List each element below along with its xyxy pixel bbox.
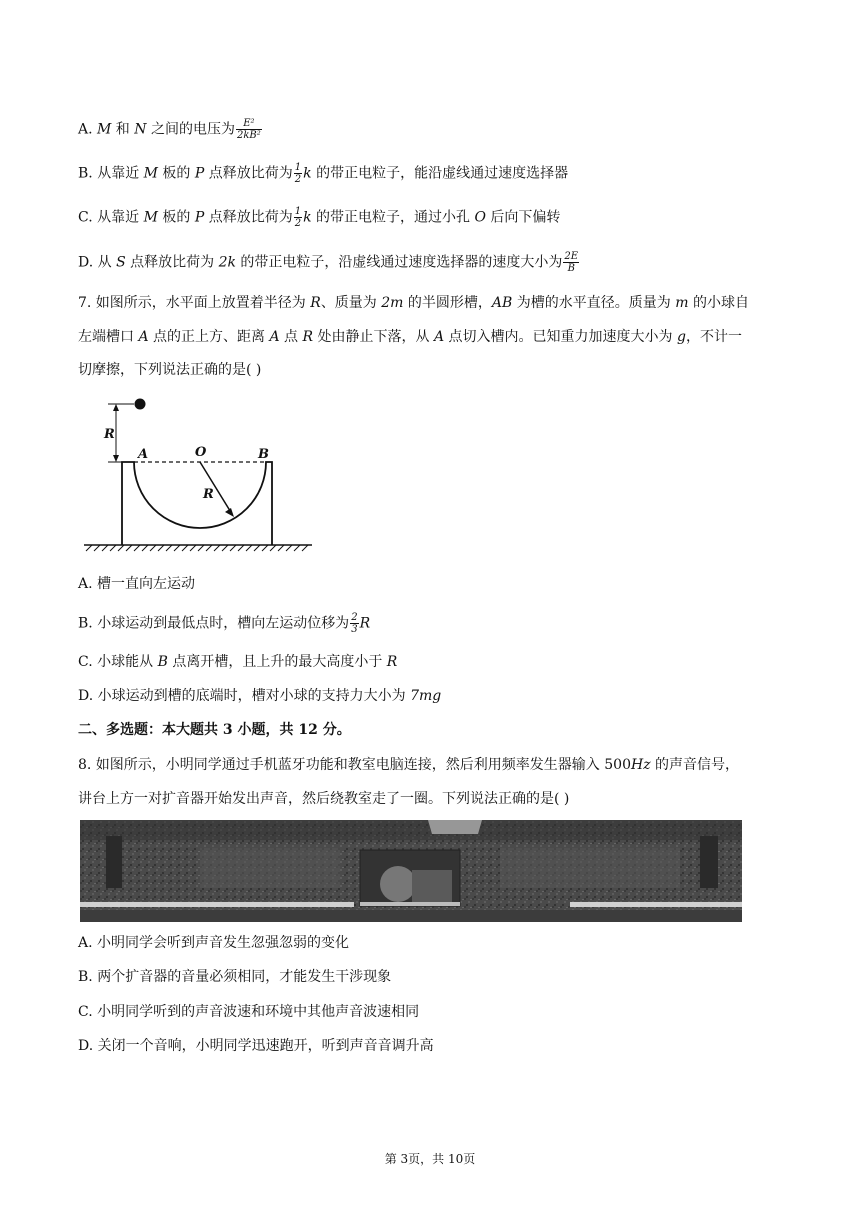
q6-option-c: C. 从靠近 M 板的 P 点释放比荷为 $\frac{1}{2}$ k 的带正电粒子，通过小孔 O 后向下偏转 <box>78 206 561 229</box>
fraction: $\frac{2}{3}$ <box>351 612 358 635</box>
q7-stem-line-3: 切摩擦，下列说法正确的是( ) <box>78 362 262 378</box>
q7-option-b: B. 小球运动到最低点时，槽向左运动位移为 $\frac{2}{3}$ R <box>78 612 371 635</box>
q7-trough-diagram <box>80 392 320 557</box>
q6-option-d: D. 从 S 点释放比荷为 2k 的带正电粒子，沿虚线通过速度选择器的速度大小为 $\frac{2E}{B}$ <box>78 251 579 274</box>
q8-option-c: C. 小明同学听到的声音波速和环境中其他声音波速相同 <box>78 1004 420 1020</box>
label-b: B <box>258 447 269 462</box>
q7-option-c: C. 小球能从 B 点离开槽，且上升的最大高度小于 R <box>78 654 398 670</box>
page-footer: 第 3页，共 10页 <box>384 1152 476 1166</box>
section-heading: 二、多选题：本大题共 3 小题，共 12 分。 <box>78 722 351 738</box>
q8-option-b: B. 两个扩音器的音量必须相同，才能发生干涉现象 <box>78 969 392 985</box>
label-height-r: R <box>104 427 115 442</box>
q6-option-a: A. M 和 N 之间的电压为 $\frac{\text{E²}}{\text{2kB²}}$ <box>78 118 261 141</box>
q8-option-a: A. 小明同学会听到声音发生忽强忽弱的变化 <box>78 935 350 951</box>
q7-option-a: A. 槽一直向左运动 <box>78 576 196 592</box>
label-radius-r: R <box>203 487 214 502</box>
q8-option-d: D. 关闭一个音响，小明同学迅速跑开，听到声音音调升高 <box>78 1038 434 1054</box>
q7-stem-line-1: 7. 如图所示，水平面上放置着半径为 R、质量为 2m 的半圆形槽，AB 为槽的水平直径。质量为 m 的小球自 <box>78 295 749 311</box>
q7-stem-line-2: 左端槽口 A 点的正上方、距离 A 点 R 处由静止下落，从 A 点切入槽内。已知重力加速度大小为 g，不计一 <box>78 329 742 345</box>
q6-option-b: B. 从靠近 M 板的 P 点释放比荷为 $\frac{1}{2}$ k 的带正电粒子，能沿虚线通过速度选择器 <box>78 162 569 185</box>
fraction: $\frac{1}{2}$ <box>294 162 302 185</box>
label-a: A <box>138 447 149 462</box>
fraction: $\frac{\text{E²}}{\text{2kB²}}$ <box>236 118 261 141</box>
fraction: $\frac{1}{2}$ <box>294 206 302 229</box>
fraction: $\frac{2E}{B}$ <box>564 251 579 274</box>
ball <box>135 399 146 410</box>
trough-outline <box>122 462 272 545</box>
label-o: O <box>195 445 207 460</box>
q8-stem-line-2: 讲台上方一对扩音器开始发出声音，然后绕教室走了一圈。下列说法正确的是( ) <box>78 791 570 807</box>
q7-option-d: D. 小球运动到槽的底端时，槽对小球的支持力大小为 7mg <box>78 688 442 704</box>
q8-stem-line-1: 8. 如图所示，小明同学通过手机蓝牙功能和教室电脑连接，然后利用频率发生器输入 500Hz 的声音信号， <box>78 757 740 773</box>
classroom-photo <box>80 818 742 926</box>
